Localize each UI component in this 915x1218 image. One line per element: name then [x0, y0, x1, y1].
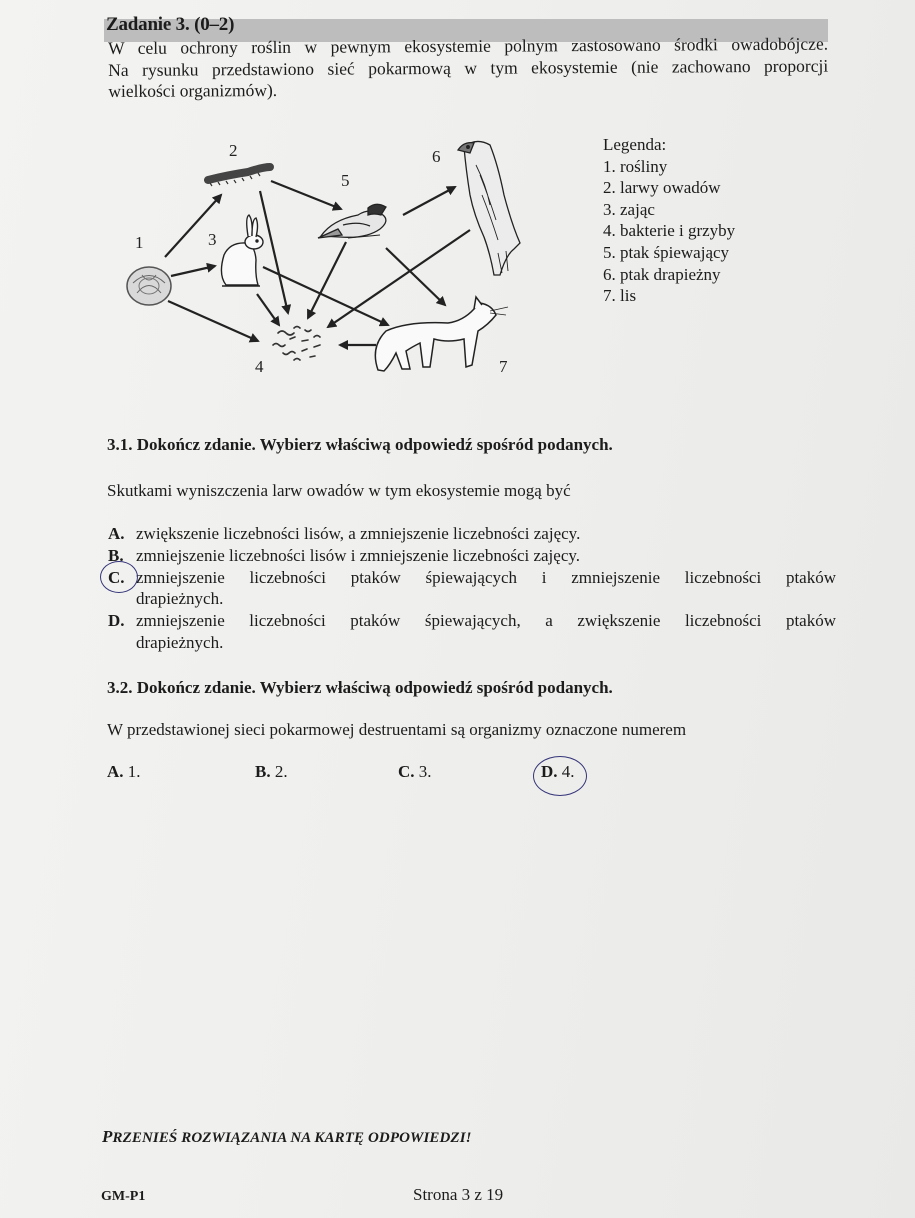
page-number: Strona 3 z 19: [413, 1185, 504, 1204]
option-letter: B.: [108, 545, 124, 565]
task-intro: [108, 34, 828, 103]
option-letter: A.: [107, 762, 124, 781]
option-letter: C.: [108, 567, 125, 587]
option-c[interactable]: [398, 762, 432, 782]
option-text-line: zmniejszenie liczebności ptaków śpiewających i zmniejszenie liczebności ptaków: [136, 567, 836, 587]
figure-legend: [603, 134, 735, 307]
hare-icon: [221, 215, 263, 286]
intro-line: Na rysunku przedstawiono sieć pokarmową w tym ekosystemie (nie zachowano proporcji: [108, 55, 829, 80]
food-web-diagram: [118, 125, 528, 390]
question-3-2-heading: 3.2. Dokończ zdanie. Wybierz właściwą odpowiedź spośród podanych.: [107, 678, 613, 697]
songbird-icon: [318, 204, 386, 238]
cabbage-icon: [127, 267, 171, 305]
label-6: 6: [432, 147, 441, 166]
option-text: zwiększenie liczebności lisów, a zmniejszenie liczebności zajęcy.: [136, 524, 581, 543]
intro-line: W celu ochrony roślin w pewnym ekosystemie polnym zastosowano środki owadobójcze.: [108, 33, 829, 58]
transfer-answers-note: [102, 1127, 472, 1147]
option-d[interactable]: [108, 610, 836, 654]
option-letter: B.: [255, 762, 271, 781]
label-1: 1: [135, 233, 144, 252]
intro-line: wielkości organizmów).: [108, 79, 278, 101]
question-3-1-heading: 3.1. Dokończ zdanie. Wybierz właściwą odpowiedź spośród podanych.: [107, 435, 613, 454]
option-a[interactable]: [107, 762, 141, 782]
option-text: [136, 567, 836, 611]
question-3-1-prompt: Skutkami wyniszczenia larw owadów w tym ekosystemie mogą być: [107, 481, 571, 500]
caterpillar-icon: [208, 167, 270, 186]
task-title: Zadanie 3. (0–2): [106, 14, 235, 35]
legend-item: 6. ptak drapieżny: [603, 264, 721, 284]
label-7: 7: [499, 357, 508, 376]
legend-item: 1. rośliny: [603, 156, 668, 176]
note-initial: P: [102, 1127, 113, 1146]
option-letter: A.: [108, 524, 125, 543]
option-text-line: drapieżnych.: [136, 632, 224, 652]
option-text: 4.: [561, 762, 575, 781]
label-2: 2: [229, 141, 238, 160]
label-3: 3: [208, 230, 217, 249]
option-b[interactable]: [108, 545, 836, 567]
option-b[interactable]: [255, 762, 288, 782]
option-text: 2.: [274, 762, 288, 781]
pen-circle-answer-c: [100, 561, 138, 593]
option-text: [136, 610, 836, 654]
option-letter: D.: [108, 611, 125, 631]
option-letter: C.: [398, 762, 415, 781]
question-3-1-options: [108, 523, 836, 654]
label-4: 4: [255, 357, 264, 376]
option-text-line: drapieżnych.: [136, 589, 224, 609]
fox-icon: [375, 297, 508, 371]
option-text-line: zmniejszenie liczebności ptaków śpiewających, a zwiększenie liczebności ptaków: [136, 611, 836, 631]
option-c[interactable]: [108, 567, 836, 611]
question-3-2-options: [0, 762, 915, 792]
option-text: zmniejszenie liczebności lisów i zmniejszenie liczebności zajęcy.: [136, 545, 581, 565]
legend-item: 4. bakterie i grzyby: [603, 221, 736, 241]
legend-item: 7. lis: [603, 286, 637, 306]
legend-item: 5. ptak śpiewający: [603, 242, 730, 262]
legend-title: Legenda:: [603, 135, 667, 154]
option-text: 1.: [127, 762, 141, 781]
exam-code: GM-P1: [101, 1189, 146, 1204]
pen-circle-answer-d: [533, 756, 587, 796]
question-3-2-prompt: W przedstawionej sieci pokarmowej destruentami są organizmy oznaczone numerem: [107, 720, 687, 739]
option-a[interactable]: [108, 523, 836, 545]
food-web-arrows: [165, 181, 470, 345]
legend-item: 3. zając: [603, 199, 655, 219]
option-letter: D.: [541, 762, 558, 781]
bacteria-fungi-icon: [273, 327, 320, 361]
label-5: 5: [341, 171, 350, 190]
legend-item: 2. larwy owadów: [603, 178, 721, 198]
option-text: 3.: [418, 762, 432, 781]
bird-of-prey-icon: [458, 141, 520, 275]
note-text: RZENIEŚ ROZWIĄZANIA NA KARTĘ ODPOWIEDZI!: [112, 1130, 472, 1146]
